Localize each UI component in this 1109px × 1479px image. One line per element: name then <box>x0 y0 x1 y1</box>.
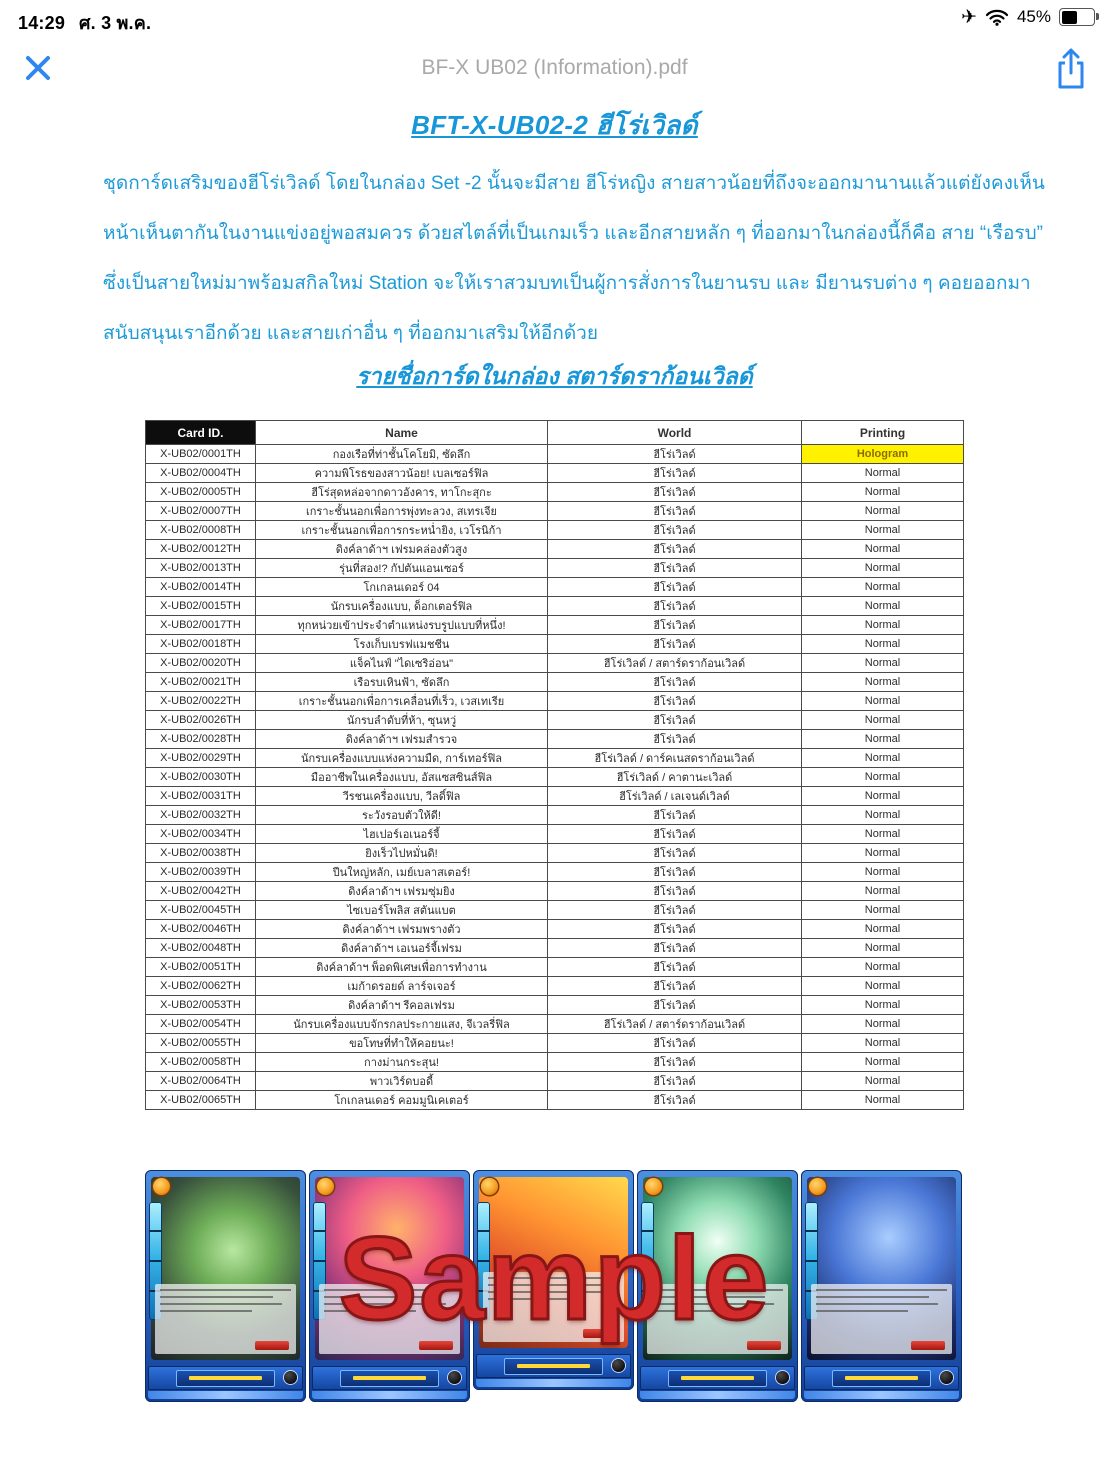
cell-card-id: X-UB02/0034TH <box>146 825 256 844</box>
cell-world: ฮีโร่เวิลด์ / ดาร์คเนสดราก้อนเวิลด์ <box>548 749 802 768</box>
header-name: Name <box>256 421 548 445</box>
cell-card-id: X-UB02/0030TH <box>146 768 256 787</box>
cell-world: ฮีโร่เวิลด์ <box>548 635 802 654</box>
table-row <box>146 559 964 578</box>
cell-card-id: X-UB02/0014TH <box>146 578 256 597</box>
cell-world: ฮีโร่เวิลด์ <box>548 464 802 483</box>
status-date: ศ. 3 พ.ค. <box>79 13 152 33</box>
table-row <box>146 1015 964 1034</box>
cell-card-id: X-UB02/0045TH <box>146 901 256 920</box>
trading-card-image <box>145 1170 306 1402</box>
card-cost-badge-icon <box>317 1178 334 1195</box>
battery-icon <box>1059 8 1095 26</box>
cell-card-id: X-UB02/0039TH <box>146 863 256 882</box>
card-name-banner <box>640 1366 795 1390</box>
table-row <box>146 1072 964 1091</box>
card-orb-icon <box>448 1371 461 1384</box>
trading-card-image <box>473 1170 634 1390</box>
cell-world: ฮีโร่เวิลด์ <box>548 939 802 958</box>
cell-world: ฮีโร่เวิลด์ <box>548 882 802 901</box>
cell-name: ทุกหน่วยเข้าประจำตำแหน่งรบรูปแบบที่หนึ่ง! <box>256 616 548 635</box>
table-row <box>146 692 964 711</box>
card-footer-strip <box>148 1391 303 1399</box>
cell-printing: Normal <box>802 844 964 863</box>
cell-printing: Normal <box>802 483 964 502</box>
card-footer-strip <box>640 1391 795 1399</box>
page-title: BFT-X-UB02-2 ฮีโร่เวิลด์ <box>411 110 698 140</box>
card-footer-strip <box>312 1391 467 1399</box>
card-name-banner <box>312 1366 467 1390</box>
cell-card-id: X-UB02/0021TH <box>146 673 256 692</box>
cell-name: โรงเก็บเบรฟแมชชีน <box>256 635 548 654</box>
cell-card-id: X-UB02/0012TH <box>146 540 256 559</box>
card-name-plate <box>504 1358 603 1375</box>
card-list-table <box>145 420 964 1110</box>
cell-printing: Normal <box>802 730 964 749</box>
card-name-banner <box>804 1366 959 1390</box>
table-row <box>146 825 964 844</box>
share-icon <box>1051 45 1091 93</box>
cell-name: เกราะชั้นนอกเพื่อการเคลื่อนที่เร็ว, เวสเทเรีย <box>256 692 548 711</box>
cell-world: ฮีโร่เวิลด์ <box>548 1034 802 1053</box>
card-name-banner <box>476 1354 631 1378</box>
table-row <box>146 1053 964 1072</box>
table-row <box>146 597 964 616</box>
cell-card-id: X-UB02/0055TH <box>146 1034 256 1053</box>
cell-card-id: X-UB02/0051TH <box>146 958 256 977</box>
table-row <box>146 445 964 464</box>
cell-card-id: X-UB02/0029TH <box>146 749 256 768</box>
document-title: BF-X UB02 (Information).pdf <box>421 56 688 79</box>
wifi-icon <box>985 8 1009 26</box>
cell-name: เกราะชั้นนอกเพื่อการกระหน่ำยิง, เวโรนิก้า <box>256 521 548 540</box>
card-orb-icon <box>612 1359 625 1372</box>
table-row <box>146 996 964 1015</box>
card-text-box <box>647 1284 788 1354</box>
cell-card-id: X-UB02/0053TH <box>146 996 256 1015</box>
card-orb-icon <box>284 1371 297 1384</box>
table-row <box>146 1091 964 1110</box>
card-orb-icon <box>940 1371 953 1384</box>
card-name-plate <box>668 1370 767 1387</box>
cell-world: ฮีโร่เวิลด์ <box>548 977 802 996</box>
cell-world: ฮีโร่เวิลด์ <box>548 730 802 749</box>
table-row <box>146 578 964 597</box>
cell-name: ดิงค์ลาด้าฯ พ็อดพิเศษเพื่อการทำงาน <box>256 958 548 977</box>
cell-name: ความพิโรธของสาวน้อย! เบลเซอร์ฟิล <box>256 464 548 483</box>
header-card-id: Card ID. <box>146 421 256 445</box>
cell-printing: Normal <box>802 635 964 654</box>
card-name-banner <box>148 1366 303 1390</box>
cell-card-id: X-UB02/0004TH <box>146 464 256 483</box>
table-row <box>146 882 964 901</box>
card-name-plate <box>832 1370 931 1387</box>
airplane-mode-icon: ✈ <box>961 6 977 28</box>
table-row <box>146 635 964 654</box>
cell-world: ฮีโร่เวิลด์ <box>548 483 802 502</box>
cell-card-id: X-UB02/0020TH <box>146 654 256 673</box>
card-name-plate <box>340 1370 439 1387</box>
trading-card-image <box>637 1170 798 1402</box>
cell-printing: Normal <box>802 863 964 882</box>
cell-name: นักรบเครื่องแบบแห่งความมืด, การ์เทอร์ฟิล <box>256 749 548 768</box>
table-row <box>146 464 964 483</box>
cell-printing: Normal <box>802 977 964 996</box>
cell-name: นักรบเครื่องแบบ, ด็อกเตอร์ฟิล <box>256 597 548 616</box>
sample-watermark: Sample <box>338 1213 771 1345</box>
cell-world: ฮีโร่เวิลด์ <box>548 540 802 559</box>
cell-name: กองเรือที่ท่าชั้นโคโยมิ, ซัดลึก <box>256 445 548 464</box>
cell-name: ไฮเปอร์เอเนอร์จี้ <box>256 825 548 844</box>
cell-printing: Normal <box>802 616 964 635</box>
cell-card-id: X-UB02/0013TH <box>146 559 256 578</box>
paragraph-line: ซึ่งเป็นสายใหม่มาพร้อมสกิลใหม่ Station จะให้เราสวมบทเป็นผู้การสั่งการในยานรบ และ มียานรบต่าง ๆ คอยออกมา <box>103 273 1031 294</box>
cell-printing: Normal <box>802 711 964 730</box>
cell-name: เมก้าดรอยด์ ลาร์จเจอร์ <box>256 977 548 996</box>
cell-printing: Normal <box>802 1015 964 1034</box>
cell-card-id: X-UB02/0026TH <box>146 711 256 730</box>
card-footer-strip <box>476 1379 631 1387</box>
cell-world: ฮีโร่เวิลด์ <box>548 673 802 692</box>
cell-world: ฮีโร่เวิลด์ <box>548 711 802 730</box>
table-row <box>146 540 964 559</box>
cell-printing: Normal <box>802 673 964 692</box>
cell-world: ฮีโร่เวิลด์ <box>548 578 802 597</box>
table-row <box>146 730 964 749</box>
table-row <box>146 977 964 996</box>
table-row <box>146 768 964 787</box>
cell-card-id: X-UB02/0046TH <box>146 920 256 939</box>
share-button[interactable] <box>1051 45 1091 93</box>
table-row <box>146 806 964 825</box>
table-row <box>146 1034 964 1053</box>
cell-printing: Normal <box>802 768 964 787</box>
header-printing: Printing <box>802 421 964 445</box>
cell-card-id: X-UB02/0048TH <box>146 939 256 958</box>
cell-card-id: X-UB02/0031TH <box>146 787 256 806</box>
cell-printing: Normal <box>802 1091 964 1110</box>
cell-world: ฮีโร่เวิลด์ <box>548 825 802 844</box>
cell-name: ดิงค์ลาด้าฯ เฟรมสำรวจ <box>256 730 548 749</box>
intro-paragraph <box>103 159 1045 359</box>
cell-card-id: X-UB02/0005TH <box>146 483 256 502</box>
cell-world: ฮีโร่เวิลด์ <box>548 616 802 635</box>
pdf-page <box>0 101 1109 1479</box>
trading-card-image <box>309 1170 470 1402</box>
cell-name: รุ่นที่สอง!? กัปตันแอนเซอร์ <box>256 559 548 578</box>
table-row <box>146 787 964 806</box>
cell-card-id: X-UB02/0054TH <box>146 1015 256 1034</box>
table-row <box>146 958 964 977</box>
cell-world: ฮีโร่เวิลด์ <box>548 901 802 920</box>
status-bar <box>0 0 1109 40</box>
cell-printing: Normal <box>802 901 964 920</box>
cell-name: ไซเบอร์โพลิส สตันแบต <box>256 901 548 920</box>
cell-world: ฮีโร่เวิลด์ / สตาร์ดราก้อนเวิลด์ <box>548 1015 802 1034</box>
cell-world: ฮีโร่เวิลด์ <box>548 996 802 1015</box>
cell-world: ฮีโร่เวิลด์ <box>548 502 802 521</box>
cell-world: ฮีโร่เวิลด์ <box>548 692 802 711</box>
table-row <box>146 521 964 540</box>
table-row <box>146 749 964 768</box>
cell-name: ดิงค์ลาด้าฯ เฟรมซุ่มยิง <box>256 882 548 901</box>
table-row <box>146 901 964 920</box>
cell-printing: Normal <box>802 521 964 540</box>
cell-printing: Normal <box>802 1034 964 1053</box>
cell-printing: Normal <box>802 996 964 1015</box>
cell-name: ฮีโร่สุดหล่อจากดาวอังคาร, ทาโกะสุกะ <box>256 483 548 502</box>
paragraph-line: สนับสนุนเราอีกด้วย และสายเก่าอื่น ๆ ที่ออกมาเสริมให้อีกด้วย <box>103 323 598 344</box>
cell-world: ฮีโร่เวิลด์ <box>548 863 802 882</box>
cell-card-id: X-UB02/0007TH <box>146 502 256 521</box>
cell-world: ฮีโร่เวิลด์ <box>548 559 802 578</box>
cell-printing: Normal <box>802 654 964 673</box>
card-orb-icon <box>776 1371 789 1384</box>
header-world: World <box>548 421 802 445</box>
table-row <box>146 863 964 882</box>
cell-card-id: X-UB02/0015TH <box>146 597 256 616</box>
cell-name: เรือรบเหินฟ้า, ซัดลึก <box>256 673 548 692</box>
cell-card-id: X-UB02/0064TH <box>146 1072 256 1091</box>
cell-card-id: X-UB02/0038TH <box>146 844 256 863</box>
paragraph-line: หน้าเห็นตากันในงานแข่งอยู่พอสมควร ด้วยสไตล์ที่เป็นเกมเร็ว และอีกสายหลัก ๆ ที่ออกมาในกล่องนี้ก็คือ สาย “เรือรบ” <box>103 223 1043 244</box>
cell-name: นักรบเครื่องแบบจักรกลประกายแสง, จีเวลรี่ฟิล <box>256 1015 548 1034</box>
cell-printing: Normal <box>802 692 964 711</box>
cell-printing: Normal <box>802 540 964 559</box>
table-row <box>146 673 964 692</box>
section-heading: รายชื่อการ์ดในกล่อง สตาร์ดราก้อนเวิลด์ <box>356 363 753 389</box>
cell-world: ฮีโร่เวิลด์ <box>548 844 802 863</box>
card-text-box <box>155 1284 296 1354</box>
card-cost-badge-icon <box>153 1178 170 1195</box>
cell-world: ฮีโร่เวิลด์ <box>548 1091 802 1110</box>
battery-percent: 45% <box>1016 7 1051 26</box>
card-cost-badge-icon <box>481 1178 498 1195</box>
cell-world: ฮีโร่เวิลด์ <box>548 1053 802 1072</box>
pdf-viewer-toolbar <box>0 40 1109 102</box>
cell-card-id: X-UB02/0028TH <box>146 730 256 749</box>
cell-name: ดิงค์ลาด้าฯ เฟรมคล่องตัวสูง <box>256 540 548 559</box>
card-text-box <box>483 1272 624 1342</box>
cell-card-id: X-UB02/0017TH <box>146 616 256 635</box>
cell-name: แจ็คไนฟ์ "ไดเซริอ่อน" <box>256 654 548 673</box>
status-time: 14:29 <box>18 13 66 33</box>
table-row <box>146 483 964 502</box>
cell-printing: Normal <box>802 787 964 806</box>
cell-card-id: X-UB02/0001TH <box>146 445 256 464</box>
cell-world: ฮีโร่เวิลด์ <box>548 445 802 464</box>
cell-name: มืออาชีพในเครื่องแบบ, อัสแซสซินส์ฟิล <box>256 768 548 787</box>
cell-world: ฮีโร่เวิลด์ / สตาร์ดราก้อนเวิลด์ <box>548 654 802 673</box>
cell-name: ระวังรอบตัวให้ดี! <box>256 806 548 825</box>
cell-world: ฮีโร่เวิลด์ / คาตานะเวิลด์ <box>548 768 802 787</box>
cell-card-id: X-UB02/0008TH <box>146 521 256 540</box>
cell-card-id: X-UB02/0062TH <box>146 977 256 996</box>
table-header-row <box>146 421 964 445</box>
cell-name: ยิงเร็วไปหมั่นดิ! <box>256 844 548 863</box>
table-row <box>146 711 964 730</box>
cell-printing: Normal <box>802 806 964 825</box>
card-footer-strip <box>804 1391 959 1399</box>
cell-printing: Normal <box>802 578 964 597</box>
status-time-date <box>18 8 151 37</box>
cell-name: ดิงค์ลาด้าฯ เอเนอร์จี้เฟรม <box>256 939 548 958</box>
table-row <box>146 844 964 863</box>
card-cost-badge-icon <box>645 1178 662 1195</box>
cell-printing: Normal <box>802 939 964 958</box>
cell-name: ขอโทษที่ทำให้คอยนะ! <box>256 1034 548 1053</box>
cell-printing: Normal <box>802 920 964 939</box>
cell-card-id: X-UB02/0018TH <box>146 635 256 654</box>
cell-name: โกเกลนเดอร์ 04 <box>256 578 548 597</box>
cell-card-id: X-UB02/0042TH <box>146 882 256 901</box>
cell-printing: Normal <box>802 502 964 521</box>
paragraph-line: ชุดการ์ดเสริมของฮีโร่เวิลด์ โดยในกล่อง Set -2 นั้นจะมีสาย ฮีโร่หญิง สายสาวน้อยที่ถึงจะออกมานานแล้วแต่ยังคงเห็น <box>103 173 1045 194</box>
cell-printing: Normal <box>802 464 964 483</box>
cell-world: ฮีโร่เวิลด์ <box>548 597 802 616</box>
trading-card-image <box>801 1170 962 1402</box>
table-row <box>146 502 964 521</box>
table-row <box>146 939 964 958</box>
card-text-box <box>319 1284 460 1354</box>
cell-world: ฮีโร่เวิลด์ <box>548 806 802 825</box>
card-name-plate <box>176 1370 275 1387</box>
cell-name: โกเกลนเดอร์ คอมมูนิเคเตอร์ <box>256 1091 548 1110</box>
cell-printing: Normal <box>802 1053 964 1072</box>
cell-name: ดิงค์ลาด้าฯ เฟรมพรางตัว <box>256 920 548 939</box>
sample-card-images <box>145 1170 965 1406</box>
cell-name: วีรชนเครื่องแบบ, วีลดิ์ฟิล <box>256 787 548 806</box>
cell-printing: Normal <box>802 749 964 768</box>
table-row <box>146 920 964 939</box>
cell-card-id: X-UB02/0065TH <box>146 1091 256 1110</box>
cell-card-id: X-UB02/0058TH <box>146 1053 256 1072</box>
cell-printing: Normal <box>802 882 964 901</box>
cell-name: ดิงค์ลาด้าฯ รีคอลเฟรม <box>256 996 548 1015</box>
cell-name: พาวเวิร์ดบอดี้ <box>256 1072 548 1091</box>
cell-world: ฮีโร่เวิลด์ <box>548 521 802 540</box>
cell-card-id: X-UB02/0022TH <box>146 692 256 711</box>
cell-world: ฮีโร่เวิลด์ <box>548 958 802 977</box>
cell-printing: Normal <box>802 597 964 616</box>
cell-name: กางม่านกระสุน! <box>256 1053 548 1072</box>
cell-name: เกราะชั้นนอกเพื่อการพุ่งทะลวง, สเทรเจีย <box>256 502 548 521</box>
cell-name: นักรบลำดับที่ห้า, ซุนหวู่ <box>256 711 548 730</box>
cell-printing: Normal <box>802 825 964 844</box>
card-cost-badge-icon <box>809 1178 826 1195</box>
cell-printing: Normal <box>802 1072 964 1091</box>
cell-world: ฮีโร่เวิลด์ <box>548 1072 802 1091</box>
cell-card-id: X-UB02/0032TH <box>146 806 256 825</box>
cell-printing: Normal <box>802 559 964 578</box>
card-text-box <box>811 1284 952 1354</box>
cell-printing: Hologram <box>802 445 964 464</box>
cell-world: ฮีโร่เวิลด์ <box>548 920 802 939</box>
cell-printing: Normal <box>802 958 964 977</box>
cell-world: ฮีโร่เวิลด์ / เลเจนด์เวิลด์ <box>548 787 802 806</box>
table-row <box>146 654 964 673</box>
table-row <box>146 616 964 635</box>
cell-name: ปืนใหญ่หลัก, เมย์เบลาสเตอร์! <box>256 863 548 882</box>
